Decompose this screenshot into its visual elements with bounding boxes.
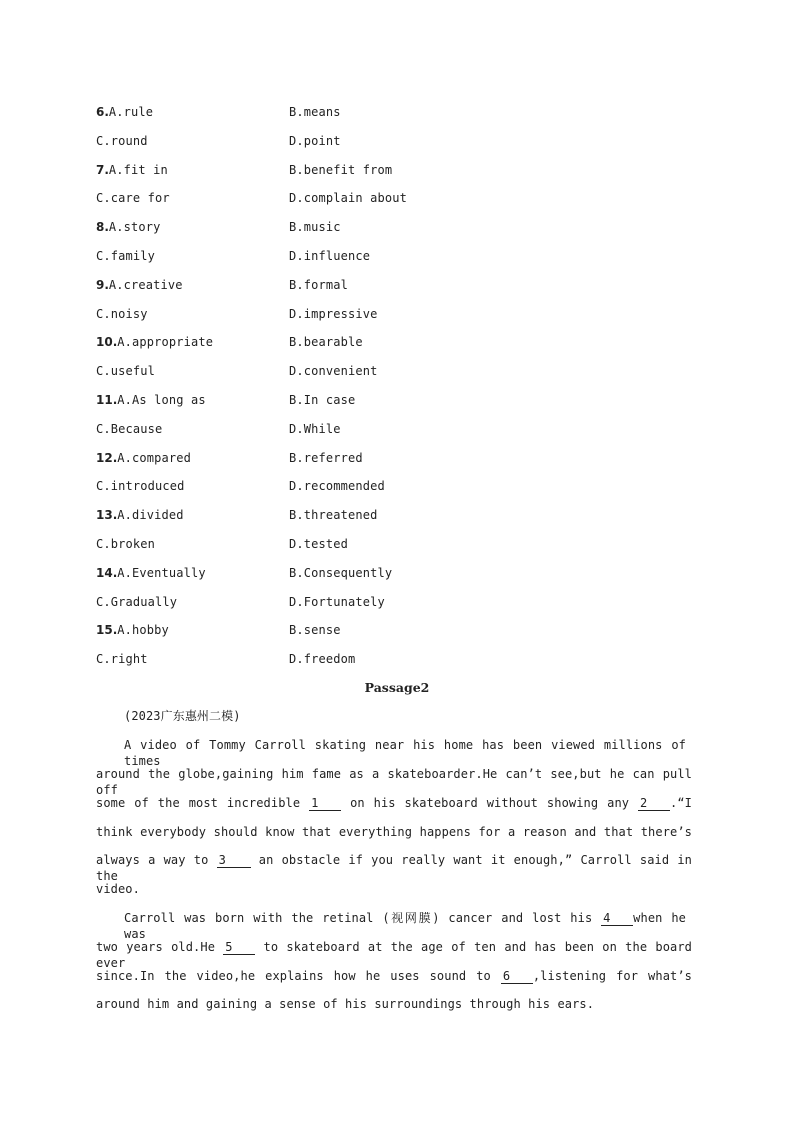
- option-b: B.music: [289, 220, 341, 234]
- text-segment: when he was: [124, 911, 687, 941]
- option-a: [96, 104, 153, 120]
- option-c: C.noisy: [96, 307, 148, 321]
- option-text: A.As long as: [117, 393, 206, 407]
- text-segment: Carroll was born with the retinal (视网膜) cancer and lost his: [124, 911, 593, 925]
- option-d: D.While: [289, 422, 341, 436]
- blank-2: 2: [638, 796, 670, 811]
- option-text: A.creative: [108, 278, 183, 292]
- text-segment: to skateboard at the age of ten and has been on the board ever: [96, 940, 693, 970]
- option-c: C.broken: [96, 537, 155, 551]
- option-c: C.useful: [96, 364, 155, 378]
- option-b: B.bearable: [289, 335, 363, 349]
- text-segment: on his skateboard without showing any: [350, 796, 630, 810]
- passage-title: Passage2: [364, 680, 430, 695]
- option-text: A.Eventually: [117, 566, 206, 580]
- option-b: B.means: [289, 105, 341, 119]
- option-text: A.appropriate: [117, 335, 214, 349]
- p1-line-3: [96, 795, 692, 811]
- option-text: A.hobby: [117, 623, 169, 637]
- option-a: [96, 392, 206, 408]
- option-d: D.Fortunately: [289, 595, 385, 609]
- option-a: [96, 162, 168, 178]
- option-c: C.introduced: [96, 479, 185, 493]
- option-d: D.convenient: [289, 364, 378, 378]
- p2-line-4: around him and gaining a sense of his surroundings through his ears.: [96, 997, 595, 1011]
- p2-line-1: [124, 910, 687, 941]
- option-a: [96, 219, 161, 235]
- option-d: D.complain about: [289, 191, 407, 205]
- p1-line-5: [96, 852, 693, 883]
- option-a: [96, 507, 184, 523]
- option-b: B.formal: [289, 278, 348, 292]
- question-number: 8.: [96, 220, 109, 234]
- option-c: C.family: [96, 249, 155, 263]
- option-d: D.point: [289, 134, 341, 148]
- question-number: 10.: [96, 335, 118, 349]
- text-segment: ,listening for what’s: [532, 969, 692, 983]
- p2-line-2: [96, 939, 693, 970]
- option-c: C.Because: [96, 422, 163, 436]
- blank-5: 5: [223, 940, 255, 955]
- option-text: A.divided: [117, 508, 184, 522]
- option-c: C.Gradually: [96, 595, 178, 609]
- question-number: 15.: [96, 623, 118, 637]
- option-d: D.impressive: [289, 307, 378, 321]
- p1-line-6: video.: [96, 882, 140, 896]
- question-number: 11.: [96, 393, 118, 407]
- option-d: D.influence: [289, 249, 371, 263]
- p1-line-2: around the globe,gaining him fame as a skateboarder.He can’t see,but he can pull off: [96, 767, 692, 797]
- option-text: A.compared: [117, 451, 192, 465]
- option-b: B.Consequently: [289, 566, 393, 580]
- option-text: A.fit in: [108, 163, 168, 177]
- blank-6: 6: [501, 969, 533, 984]
- option-text: A.story: [108, 220, 161, 234]
- passage-source: (2023广东惠州二模): [124, 709, 241, 723]
- blank-3: 3: [217, 853, 251, 868]
- text-segment: always a way to: [96, 853, 209, 867]
- text-segment: since.In the video,he explains how he uses sound to: [96, 969, 491, 983]
- option-a: [96, 450, 191, 466]
- option-d: D.recommended: [289, 479, 385, 493]
- option-b: B.referred: [289, 451, 363, 465]
- text-segment: two years old.He: [96, 940, 216, 954]
- option-b: B.In case: [289, 393, 356, 407]
- option-c: C.care for: [96, 191, 170, 205]
- question-number: 14.: [96, 566, 118, 580]
- option-b: B.benefit from: [289, 163, 393, 177]
- question-number: 9.: [96, 278, 109, 292]
- option-a: [96, 277, 183, 293]
- option-c: C.round: [96, 134, 148, 148]
- option-c: C.right: [96, 652, 148, 666]
- blank-4: 4: [601, 911, 633, 926]
- question-number: 7.: [96, 163, 109, 177]
- p1-line-4: think everybody should know that everything happens for a reason and that there’s: [96, 825, 692, 839]
- text-segment: some of the most incredible: [96, 796, 301, 810]
- question-number: 12.: [96, 451, 118, 465]
- question-number: 6.: [96, 105, 109, 119]
- option-b: B.sense: [289, 623, 341, 637]
- option-d: D.freedom: [289, 652, 356, 666]
- option-a: [96, 622, 169, 638]
- text-segment: .“I: [670, 796, 693, 810]
- option-a: [96, 565, 206, 581]
- p1-line-1: A video of Tommy Carroll skating near his home has been viewed millions of times: [124, 738, 686, 768]
- option-b: B.threatened: [289, 508, 378, 522]
- blank-1: 1: [309, 796, 341, 811]
- text-segment: an obstacle if you really want it enough,” Carroll said in the: [96, 853, 693, 883]
- option-a: [96, 334, 213, 350]
- question-number: 13.: [96, 508, 118, 522]
- option-text: A.rule: [108, 105, 154, 119]
- option-d: D.tested: [289, 537, 348, 551]
- p2-line-3: [96, 968, 692, 984]
